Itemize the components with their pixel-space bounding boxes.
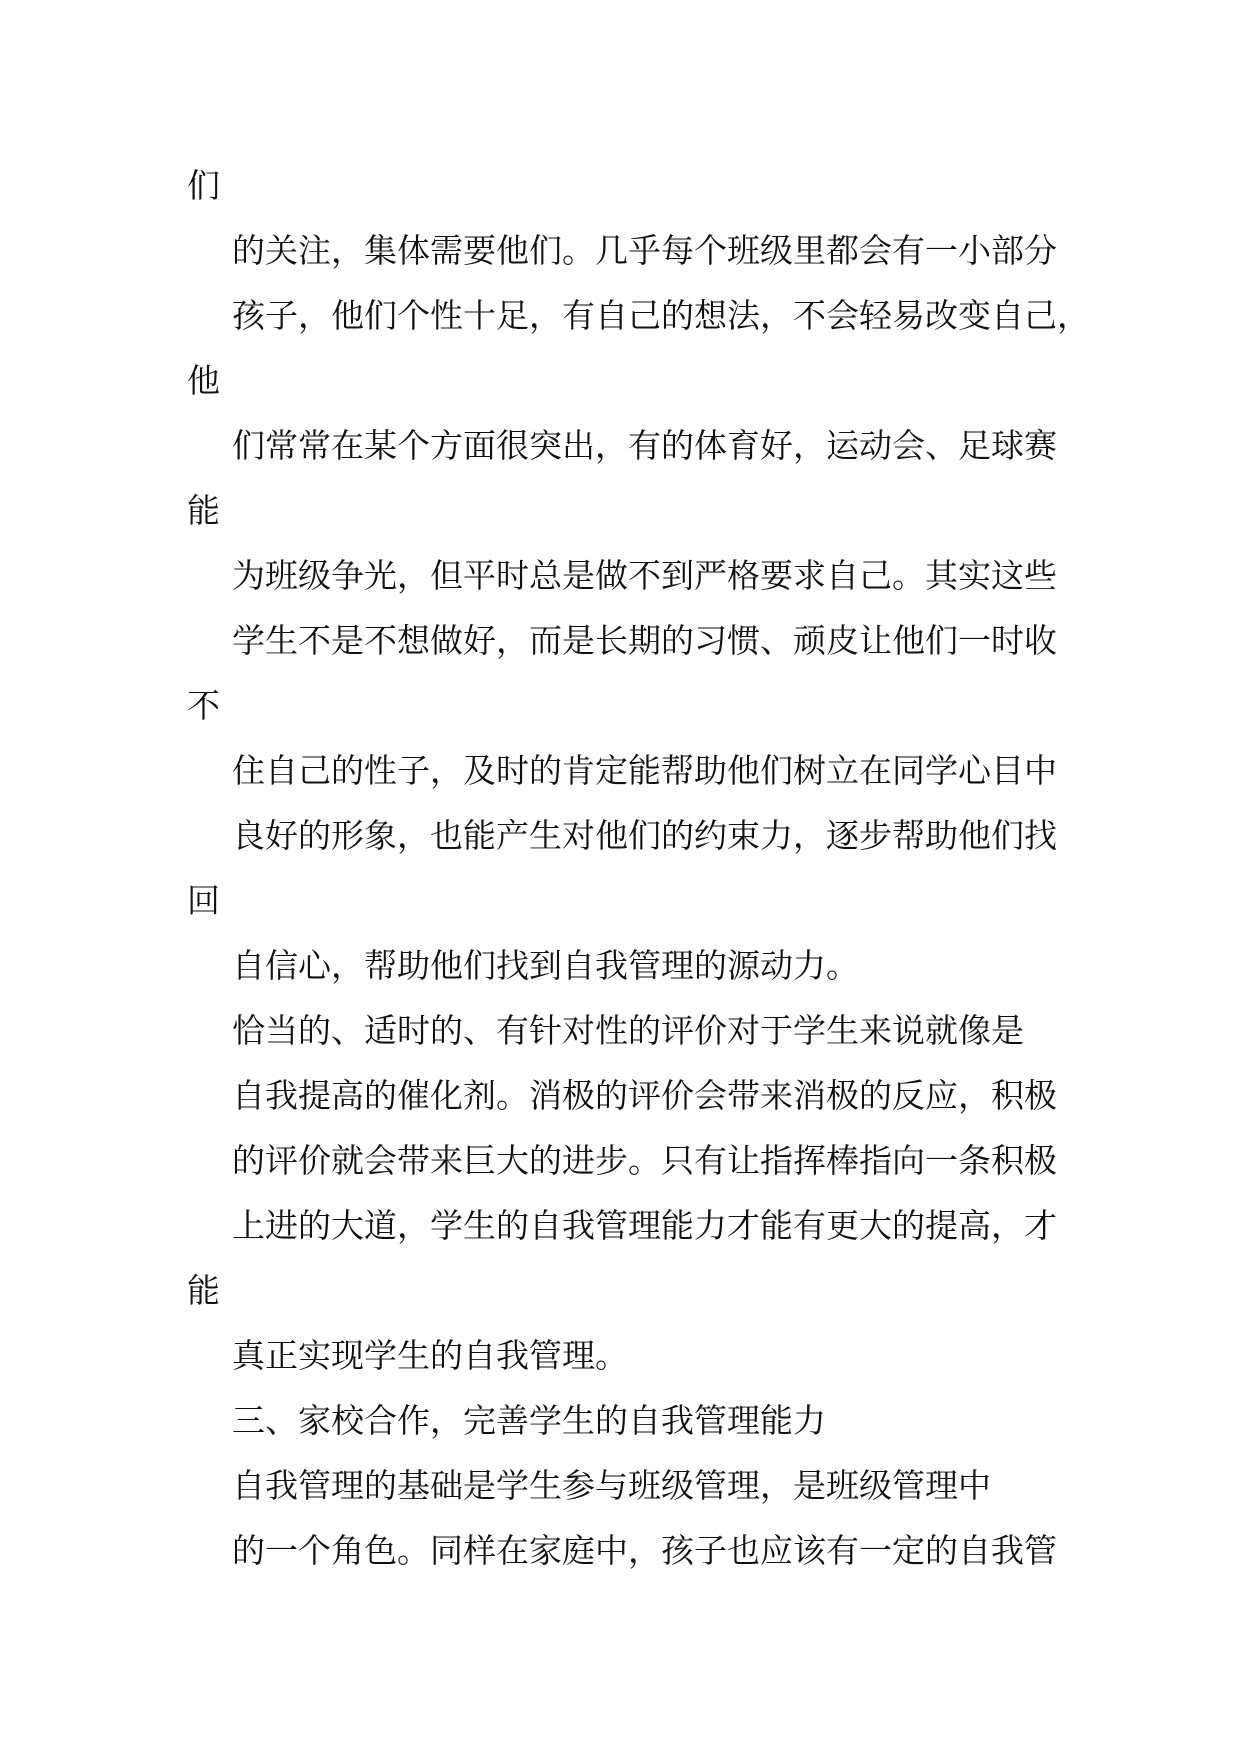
text-line: 良好的形象，也能产生对他们的约束力，逐步帮助他们找 (232, 816, 1057, 855)
text-line: 们 (187, 166, 220, 205)
text-line: 为班级争光，但平时总是做不到严格要求自己。其实这些 (232, 556, 1057, 595)
text-line: 自我管理的基础是学生参与班级管理，是班级管理中 (232, 1466, 991, 1505)
text-line: 恰当的、适时的、有针对性的评价对于学生来说就像是 (232, 1011, 1024, 1050)
text-line: 不 (187, 686, 220, 725)
text-line: 自我提高的催化剂。消极的评价会带来消极的反应，积极 (232, 1076, 1057, 1115)
text-line: 们常常在某个方面很突出，有的体育好，运动会、足球赛 (232, 426, 1057, 465)
text-line: 住自己的性子，及时的肯定能帮助他们树立在同学心目中 (232, 751, 1057, 790)
section-heading: 三、家校合作，完善学生的自我管理能力 (232, 1401, 826, 1440)
text-line: 的关注，集体需要他们。几乎每个班级里都会有一小部分 (232, 231, 1057, 270)
text-line: 回 (187, 881, 220, 920)
text-line: 能 (187, 1271, 220, 1310)
text-line: 自信心，帮助他们找到自我管理的源动力。 (232, 946, 859, 985)
text-line: 能 (187, 491, 220, 530)
text-line: 他 (187, 361, 220, 400)
text-line: 的一个角色。同样在家庭中，孩子也应该有一定的自我管 (232, 1531, 1057, 1570)
text-line: 孩子，他们个性十足，有自己的想法，不会轻易改变自己， (232, 296, 1090, 335)
text-line: 真正实现学生的自我管理。 (232, 1336, 628, 1375)
text-line: 学生不是不想做好，而是长期的习惯、顽皮让他们一时收 (232, 621, 1057, 660)
text-line: 的评价就会带来巨大的进步。只有让指挥棒指向一条积极 (232, 1141, 1057, 1180)
text-line: 上进的大道，学生的自我管理能力才能有更大的提高，才 (232, 1206, 1057, 1245)
